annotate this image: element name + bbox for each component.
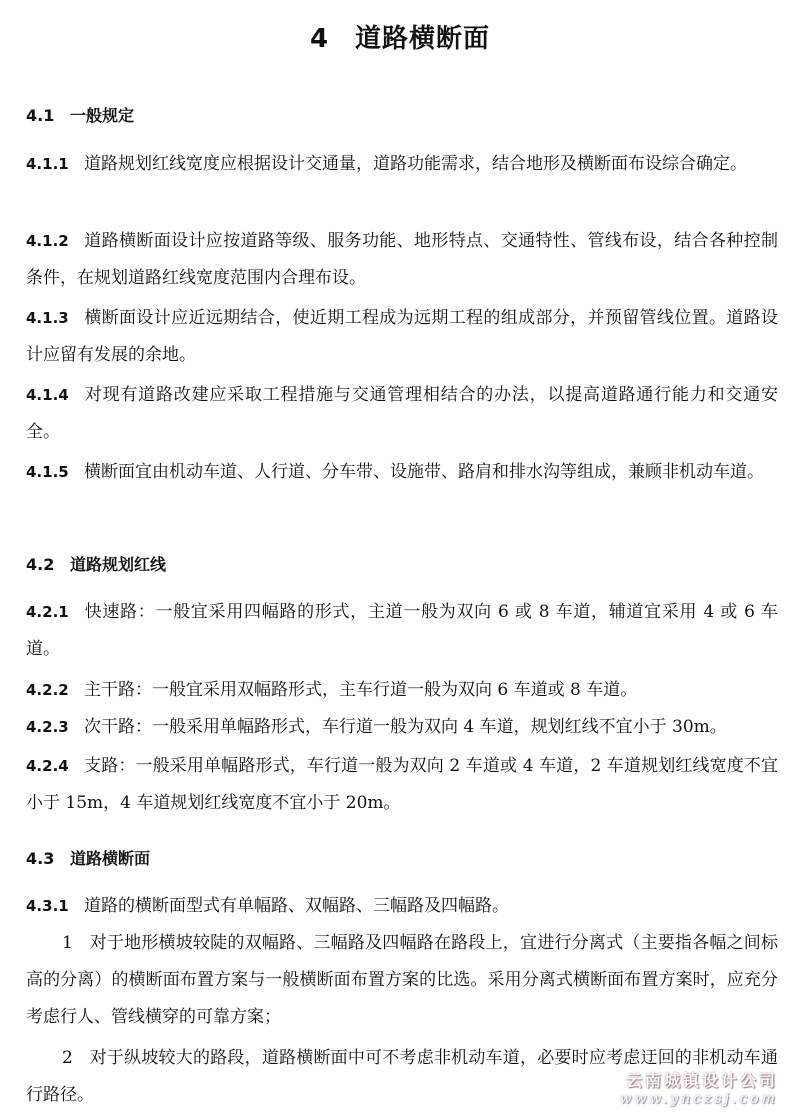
item-number: 2	[62, 1048, 73, 1068]
item-text: 对于纵坡较大的路段，道路横断面中可不考虑非机动车道，必要时应考虑迂回的非机动车通行路径。	[26, 1048, 778, 1105]
clause-text: 横断面宜由机动车道、人行道、分车带、设施带、路肩和排水沟等组成，兼顾非机动车道。	[84, 462, 764, 482]
clause-number: 4.1.5	[26, 463, 69, 481]
clause-number: 4.2.4	[26, 757, 69, 775]
watermark-url: www.ynczsj.com	[619, 1091, 778, 1107]
section-title: 道路规划红线	[70, 555, 167, 574]
clause-number: 4.2.3	[26, 718, 69, 736]
clause-text: 道路横断面设计应按道路等级、服务功能、地形特点、交通特性、管线布设，结合各种控制条件，在规划道路红线宽度范围内合理布设。	[26, 231, 778, 288]
clause-text: 主干路：一般宜采用双幅路形式，主车行道一般为双向 6 车道或 8 车道。	[84, 680, 638, 700]
section-number: 4.1	[26, 106, 55, 125]
section-title: 道路横断面	[70, 849, 151, 868]
clause	[26, 888, 778, 925]
clause-text: 横断面设计应近远期结合，使近期工程成为远期工程的组成部分，并预留管线位置。道路设计应留有发展的余地。	[26, 308, 778, 365]
clause	[26, 300, 778, 374]
clause-number: 4.1.4	[26, 386, 69, 404]
clause	[26, 594, 778, 668]
clause-text: 快速路：一般宜采用四幅路的形式，主道一般为双向 6 或 8 车道，辅道宜采用 4 或 6 车道。	[26, 602, 778, 659]
clause-number: 4.2.1	[26, 603, 69, 621]
clause-number: 4.1.2	[26, 232, 69, 250]
section-number: 4.2	[26, 555, 55, 574]
item-number: 1	[62, 933, 73, 953]
clause	[26, 709, 778, 746]
section-heading	[26, 103, 134, 126]
chapter-title-text: 道路横断面	[355, 24, 491, 54]
clause	[26, 748, 778, 822]
clause-text: 道路的横断面型式有单幅路、双幅路、三幅路及四幅路。	[84, 896, 509, 916]
section-title: 一般规定	[70, 106, 135, 125]
clause-text: 次干路：一般采用单幅路形式，车行道一般为双向 4 车道，规划红线不宜小于 30m。	[84, 717, 727, 737]
clause	[26, 454, 778, 491]
watermark-name: 云南城镇设计公司	[625, 1071, 778, 1090]
clause	[26, 146, 778, 183]
section-number: 4.3	[26, 849, 55, 868]
clause-text: 支路：一般采用单幅路形式，车行道一般为双向 2 车道或 4 车道，2 车道规划红线宽度不宜小于 15m，4 车道规划红线宽度不宜小于 20m。	[26, 756, 778, 813]
clause-text: 对现有道路改建应采取工程措施与交通管理相结合的办法，以提高道路通行能力和交通安全。	[26, 385, 778, 442]
chapter-title	[0, 18, 800, 55]
clause-number: 4.2.2	[26, 681, 69, 699]
clause-number: 4.1.1	[26, 155, 69, 173]
watermark	[578, 1072, 778, 1108]
chapter-number: 4	[309, 24, 330, 54]
section-heading	[26, 552, 166, 575]
clause	[26, 377, 778, 451]
clause	[26, 672, 778, 709]
clause-number: 4.3.1	[26, 897, 69, 915]
clause-text: 道路规划红线宽度应根据设计交通量，道路功能需求，结合地形及横断面布设综合确定。	[84, 154, 747, 174]
item-text: 对于地形横坡较陡的双幅路、三幅路及四幅路在路段上，宜进行分离式（主要指各幅之间标高的分离）的横断面布置方案与一般横断面布置方案的比选。采用分离式横断面布置方案时，应充分考虑行人、管线横穿的可靠方案；	[26, 933, 778, 1027]
clause	[26, 223, 778, 297]
list-item	[26, 925, 778, 1036]
section-heading	[26, 846, 150, 869]
clause-number: 4.1.3	[26, 309, 69, 327]
